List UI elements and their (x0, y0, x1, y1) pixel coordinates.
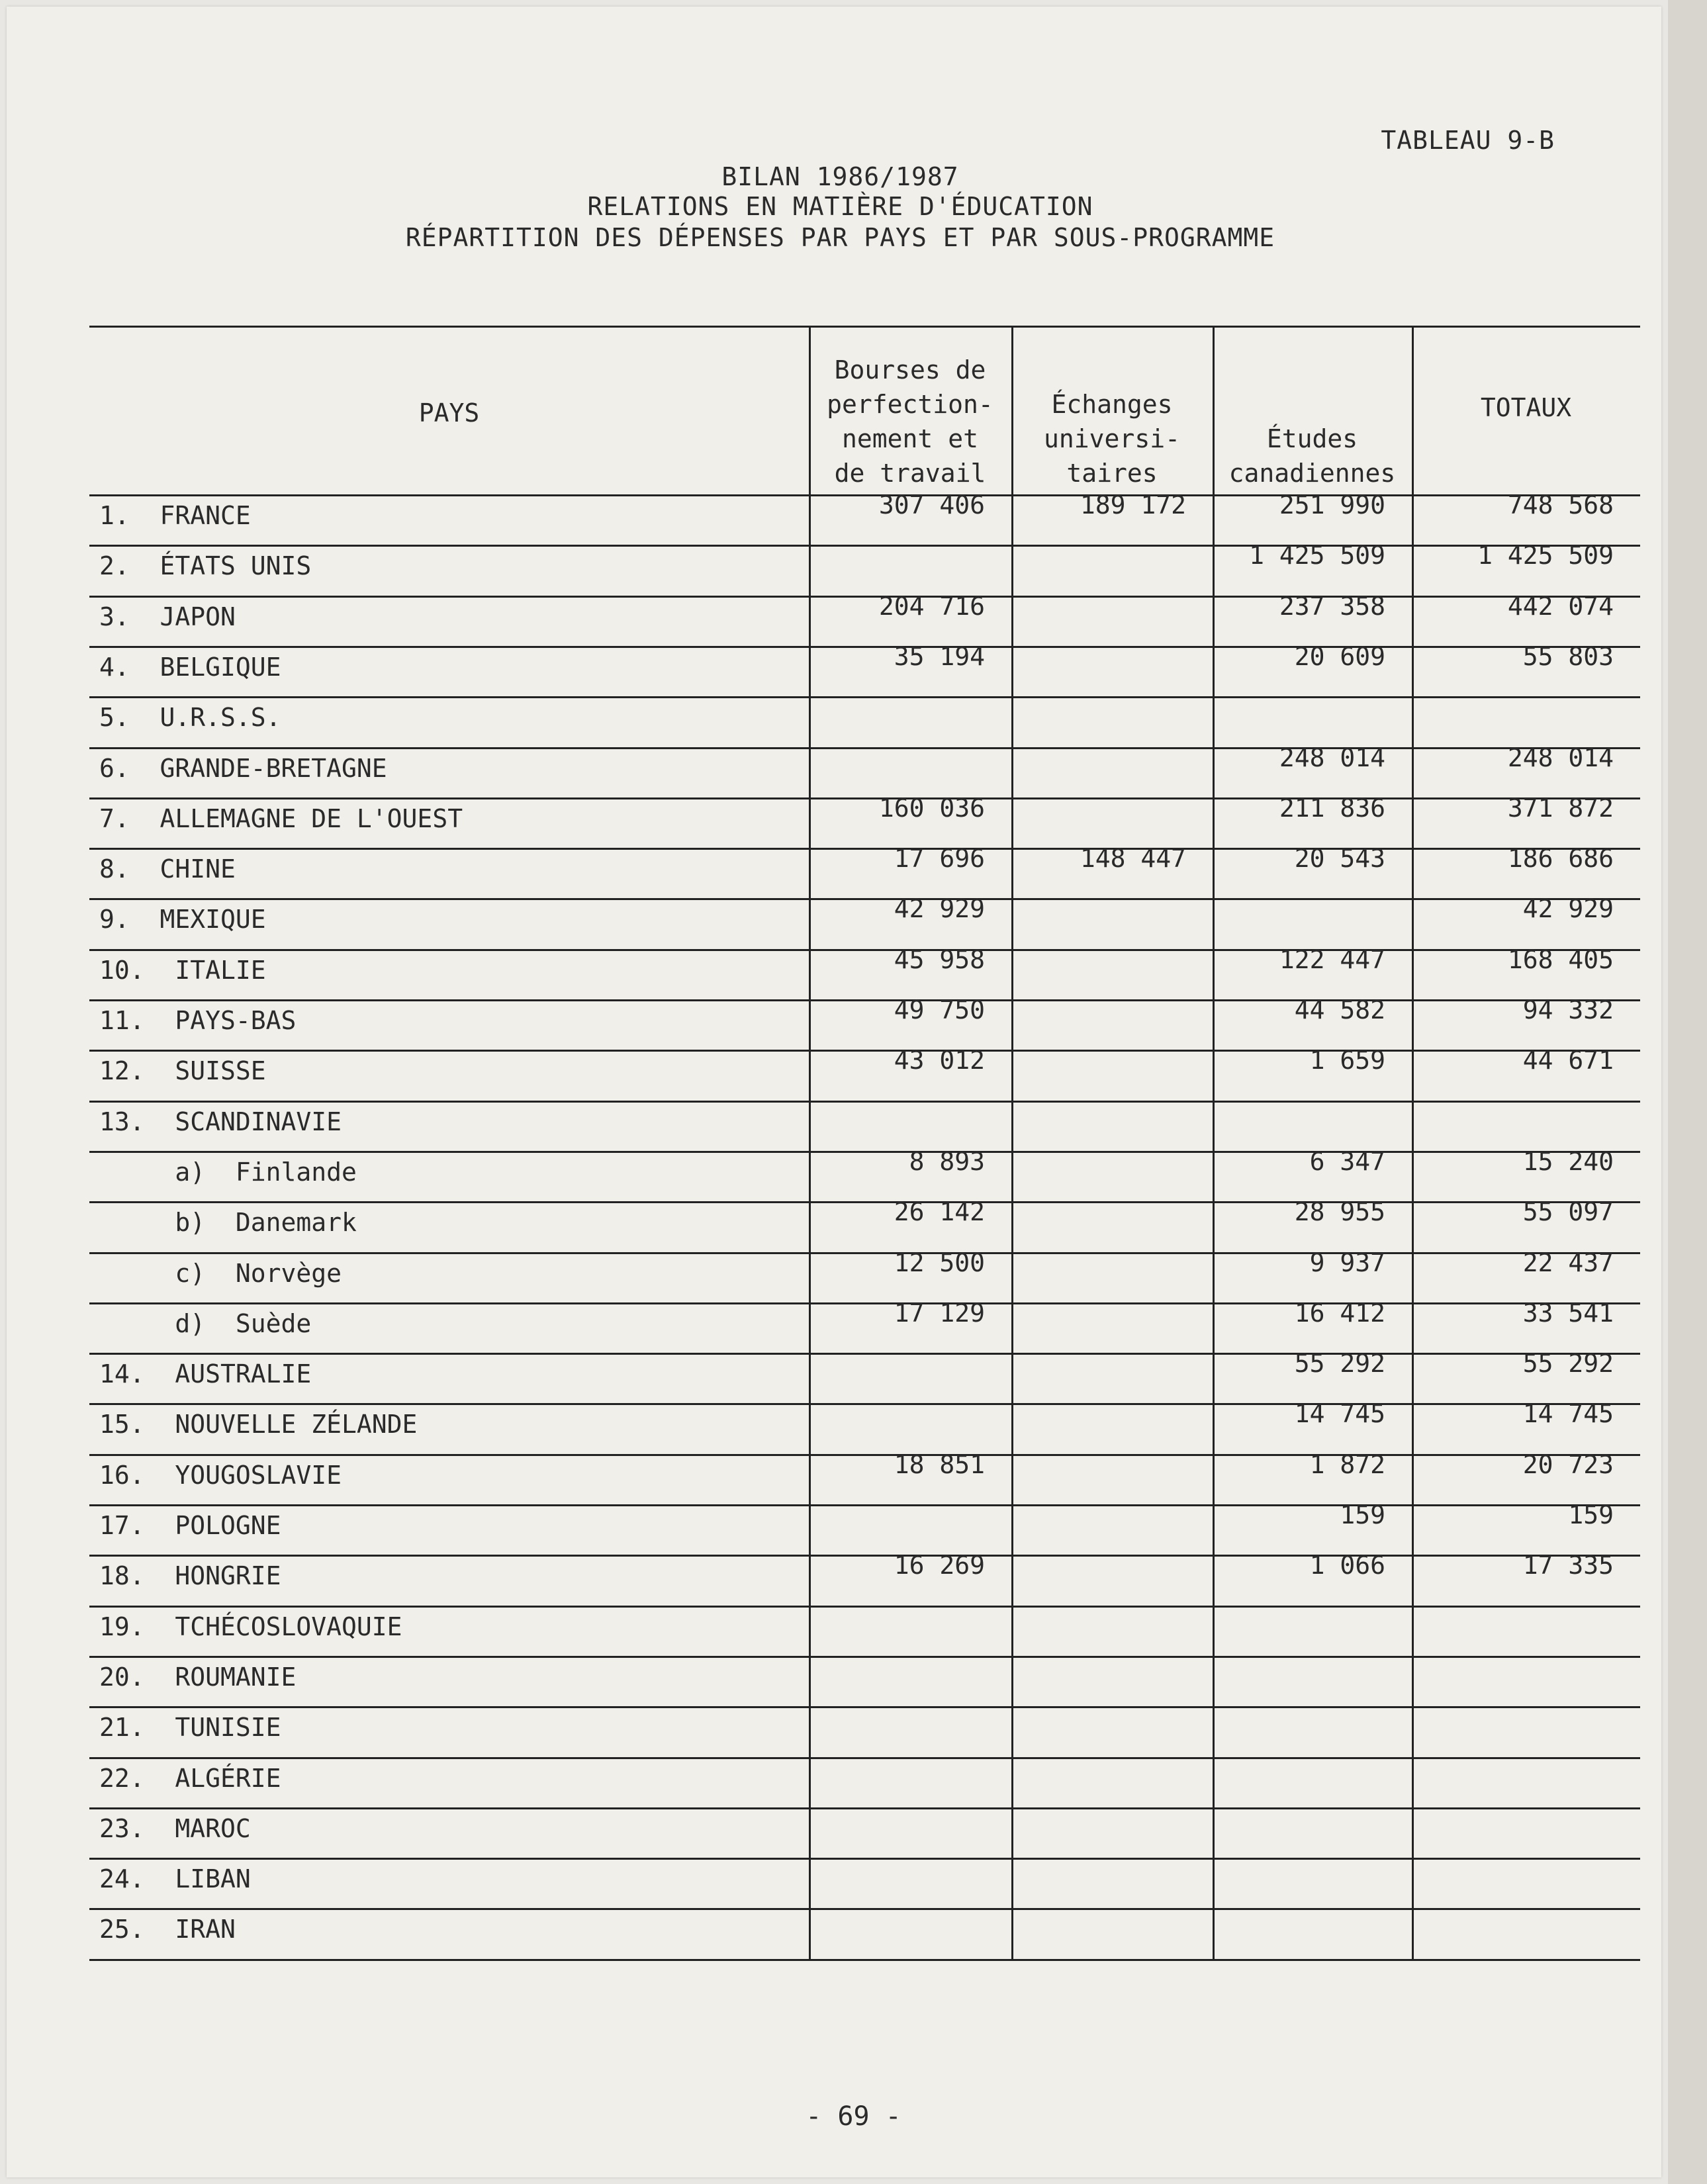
cell-total: 748 568 (1507, 490, 1614, 520)
row-rule (89, 1757, 1640, 1759)
row-label: 14. AUSTRALIE (99, 1359, 312, 1389)
row-label: 2. ÉTATS UNIS (99, 551, 312, 581)
table-code: TABLEAU 9-B (1381, 126, 1555, 155)
row-label: a) Finlande (99, 1157, 357, 1187)
cell-total: 14 745 (1522, 1399, 1614, 1429)
row-rule (89, 1807, 1640, 1809)
row-label: 8. CHINE (99, 854, 236, 884)
cell-etudes: 14 745 (1294, 1399, 1385, 1429)
row-label: 17. POLOGNE (99, 1511, 281, 1540)
row-rule (89, 1403, 1640, 1405)
cell-bourses: 8 893 (909, 1146, 985, 1176)
row-label: 18. HONGRIE (99, 1561, 281, 1591)
cell-total: 42 929 (1522, 894, 1614, 924)
row-label: 21. TUNISIE (99, 1713, 281, 1743)
cell-etudes: 248 014 (1279, 743, 1385, 772)
cell-total: 17 335 (1522, 1551, 1614, 1580)
cell-etudes: 1 872 (1309, 1449, 1385, 1479)
cell-total: 371 872 (1507, 793, 1614, 823)
row-rule (89, 545, 1640, 547)
cell-etudes: 251 990 (1279, 490, 1385, 520)
row-rule (89, 1959, 1640, 1961)
cell-bourses: 17 129 (894, 1298, 985, 1328)
row-rule (89, 1656, 1640, 1658)
cell-bourses: 42 929 (894, 894, 985, 924)
report-title: BILAN 1986/1987 (721, 162, 959, 191)
cell-bourses: 35 194 (894, 641, 985, 671)
header-pays: PAYS (418, 398, 480, 428)
column-rule (809, 326, 811, 1959)
row-label: 5. U.R.S.S. (99, 703, 281, 733)
cell-total: 15 240 (1522, 1146, 1614, 1176)
row-label: 11. PAYS-BAS (99, 1006, 297, 1035)
cell-bourses: 160 036 (878, 793, 985, 823)
cell-etudes: 44 582 (1294, 995, 1385, 1024)
row-label: c) Norvège (99, 1258, 342, 1288)
cell-bourses: 45 958 (894, 944, 985, 974)
cell-etudes: 20 609 (1294, 641, 1385, 671)
header-etudes: Études canadiennes (1228, 424, 1396, 488)
cell-bourses: 17 696 (894, 844, 985, 874)
cell-total: 22 437 (1522, 1248, 1614, 1277)
row-rule (89, 1858, 1640, 1860)
row-rule (89, 1101, 1640, 1103)
row-label: 24. LIBAN (99, 1864, 251, 1894)
column-rule (1213, 326, 1215, 1959)
cell-etudes: 237 358 (1279, 591, 1385, 621)
report-subtitle-2: RÉPARTITION DES DÉPENSES PAR PAYS ET PAR SOUS-PROGRAMME (405, 223, 1275, 252)
row-label: 9. MEXIQUE (99, 905, 266, 934)
cell-etudes: 55 292 (1294, 1349, 1385, 1379)
cell-total: 186 686 (1507, 844, 1614, 874)
cell-total: 442 074 (1507, 591, 1614, 621)
cell-total: 20 723 (1522, 1449, 1614, 1479)
row-label: 13. SCANDINAVIE (99, 1107, 342, 1136)
cell-bourses: 49 750 (894, 995, 985, 1024)
cell-etudes: 1 659 (1309, 1046, 1385, 1075)
row-label: 15. NOUVELLE ZÉLANDE (99, 1410, 418, 1439)
row-label: 12. SUISSE (99, 1056, 266, 1086)
row-rule (89, 1353, 1640, 1355)
cell-total: 168 405 (1507, 944, 1614, 974)
cell-total: 248 014 (1507, 743, 1614, 772)
row-rule (89, 1606, 1640, 1608)
row-rule (89, 696, 1640, 698)
header-bourses: Bourses de perfection- nement et de travail (827, 355, 993, 488)
page-number: - 69 - (806, 2101, 901, 2132)
cell-bourses: 43 012 (894, 1046, 985, 1075)
row-rule (89, 747, 1640, 749)
row-label: d) Suède (99, 1308, 312, 1338)
header-totaux: TOTAUX (1480, 393, 1572, 422)
cell-total: 94 332 (1522, 995, 1614, 1024)
cell-total: 55 803 (1522, 641, 1614, 671)
cell-etudes: 6 347 (1309, 1146, 1385, 1176)
page-edge (1668, 0, 1707, 2184)
column-rule (1412, 326, 1414, 1959)
row-rule (89, 1908, 1640, 1910)
row-label: 25. IRAN (99, 1915, 236, 1944)
cell-bourses: 16 269 (894, 1551, 985, 1580)
report-subtitle: RELATIONS EN MATIÈRE D'ÉDUCATION (587, 192, 1093, 221)
cell-etudes: 9 937 (1309, 1248, 1385, 1277)
row-label: 16. YOUGOSLAVIE (99, 1460, 342, 1490)
cell-etudes: 20 543 (1294, 844, 1385, 874)
header-echanges: Échanges universi- taires (1044, 390, 1180, 488)
cell-etudes: 28 955 (1294, 1197, 1385, 1227)
row-label: 4. BELGIQUE (99, 652, 281, 682)
column-rule (1011, 326, 1013, 1959)
row-label: 23. MAROC (99, 1813, 251, 1843)
cell-bourses: 26 142 (894, 1197, 985, 1227)
row-label: 22. ALGÉRIE (99, 1763, 281, 1793)
cell-etudes: 159 (1340, 1500, 1385, 1529)
row-label: b) Danemark (99, 1208, 357, 1238)
cell-total: 55 097 (1522, 1197, 1614, 1227)
row-label: 7. ALLEMAGNE DE L'OUEST (99, 803, 463, 833)
row-label: 10. ITALIE (99, 955, 266, 985)
row-label: 20. ROUMANIE (99, 1662, 297, 1692)
row-label: 19. TCHÉCOSLOVAQUIE (99, 1612, 402, 1641)
cell-etudes: 1 425 509 (1249, 541, 1385, 570)
row-rule (89, 1504, 1640, 1506)
row-label: 1. FRANCE (99, 501, 251, 530)
cell-etudes: 16 412 (1294, 1298, 1385, 1328)
cell-total: 159 (1568, 1500, 1614, 1529)
row-rule (89, 1706, 1640, 1708)
table-top-rule (89, 326, 1640, 328)
cell-bourses: 18 851 (894, 1449, 985, 1479)
cell-total: 33 541 (1522, 1298, 1614, 1328)
cell-total: 44 671 (1522, 1046, 1614, 1075)
cell-echanges: 148 447 (1080, 844, 1186, 874)
cell-bourses: 204 716 (878, 591, 985, 621)
cell-bourses: 307 406 (878, 490, 985, 520)
cell-etudes: 211 836 (1279, 793, 1385, 823)
cell-etudes: 122 447 (1279, 944, 1385, 974)
cell-echanges: 189 172 (1080, 490, 1186, 520)
row-label: 3. JAPON (99, 602, 236, 631)
row-label: 6. GRANDE-BRETAGNE (99, 753, 387, 783)
cell-total: 55 292 (1522, 1349, 1614, 1379)
cell-total: 1 425 509 (1477, 541, 1614, 570)
cell-etudes: 1 066 (1309, 1551, 1385, 1580)
cell-bourses: 12 500 (894, 1248, 985, 1277)
